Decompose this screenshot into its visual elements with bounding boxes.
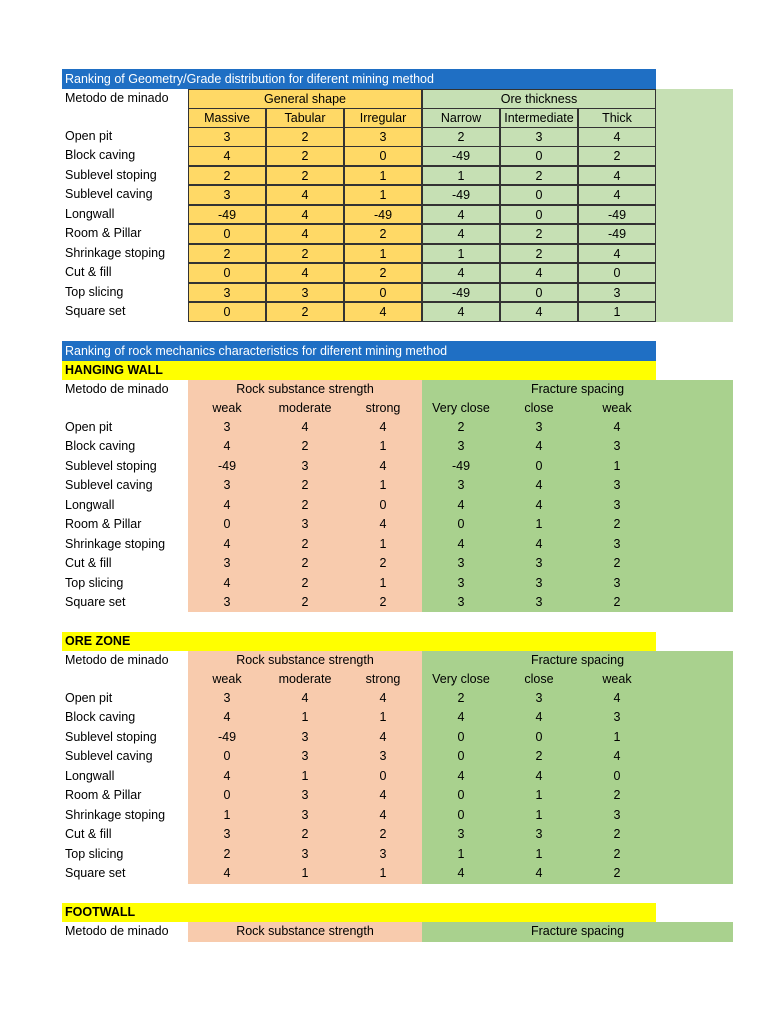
fw-header-row-1: [0, 922, 768, 942]
hw-header-row-2: [0, 399, 768, 419]
method-name: Square set: [65, 304, 126, 319]
value-cell: 4: [379, 458, 387, 473]
method-name: Top slicing: [65, 575, 124, 590]
method-name: Longwall: [65, 768, 115, 783]
col-tabular: Tabular: [266, 108, 344, 128]
table-row: [0, 146, 768, 166]
col-moderate: moderate: [278, 401, 332, 415]
method-header: Metodo de minado: [65, 382, 169, 396]
value-cell: 2: [266, 146, 344, 166]
general-shape-header: General shape: [188, 89, 422, 109]
value-cell: 4: [379, 517, 387, 532]
value-cell: 4: [301, 691, 309, 705]
value-cell: 4: [188, 146, 266, 166]
table-row: [0, 437, 768, 457]
value-cell: 4: [266, 224, 344, 244]
value-cell: 3: [457, 478, 465, 493]
value-cell: 4: [613, 691, 621, 705]
value-cell: 0: [379, 768, 387, 783]
value-cell: 2: [301, 575, 309, 590]
value-cell: 0: [535, 729, 543, 744]
value-cell: 2: [344, 224, 422, 244]
method-name: Longwall: [65, 497, 115, 512]
value-cell: -49: [217, 729, 237, 744]
value-cell: 1: [422, 244, 500, 264]
value-cell: 3: [535, 420, 543, 434]
value-cell: 2: [266, 302, 344, 322]
hw-header-row-1: [0, 380, 768, 400]
value-cell: 1: [344, 166, 422, 186]
value-cell: 2: [344, 263, 422, 283]
method-name: Top slicing: [65, 284, 124, 299]
value-cell: 3: [457, 595, 465, 610]
table-row: [0, 767, 768, 787]
value-cell: 3: [188, 283, 266, 303]
value-cell: 0: [457, 729, 465, 744]
value-cell: 4: [457, 768, 465, 783]
value-cell: 1: [379, 478, 387, 493]
value-cell: 4: [578, 127, 656, 147]
value-cell: 1: [301, 710, 309, 725]
value-cell: 4: [457, 497, 465, 512]
value-cell: 0: [457, 749, 465, 764]
method-name: Longwall: [65, 206, 115, 221]
value-cell: -49: [344, 205, 422, 225]
fracture-header: Fracture spacing: [530, 653, 625, 667]
value-cell: 3: [223, 420, 231, 434]
value-cell: 4: [578, 244, 656, 264]
table-row: [0, 205, 768, 225]
fracture-header: Fracture spacing: [530, 924, 625, 938]
value-cell: 4: [457, 866, 465, 881]
value-cell: -49: [217, 458, 237, 473]
value-cell: 4: [266, 185, 344, 205]
value-cell: 3: [613, 497, 621, 512]
footwall-label: FOOTWALL: [65, 905, 136, 919]
value-cell: 3: [535, 691, 543, 705]
table-row: [0, 418, 768, 438]
value-cell: 1: [578, 302, 656, 322]
value-cell: 3: [613, 807, 621, 822]
value-cell: 4: [223, 536, 231, 551]
value-cell: 2: [301, 439, 309, 454]
value-cell: 3: [301, 807, 309, 822]
value-cell: 1: [301, 866, 309, 881]
value-cell: 4: [223, 439, 231, 454]
value-cell: 4: [535, 497, 543, 512]
value-cell: 2: [266, 244, 344, 264]
ore-zone-label: ORE ZONE: [65, 634, 131, 648]
col-fracture-weak: weak: [602, 401, 632, 415]
value-cell: 2: [188, 244, 266, 264]
table-row: [0, 708, 768, 728]
value-cell: 3: [301, 846, 309, 861]
method-name: Sublevel stoping: [65, 458, 157, 473]
value-cell: 1: [457, 846, 465, 861]
value-cell: 2: [500, 166, 578, 186]
value-cell: 0: [188, 263, 266, 283]
method-name: Cut & fill: [65, 556, 112, 571]
table-row: [0, 864, 768, 884]
value-cell: 1: [379, 536, 387, 551]
value-cell: 2: [266, 166, 344, 186]
value-cell: 1: [379, 866, 387, 881]
table-row: [0, 185, 768, 205]
value-cell: 4: [422, 224, 500, 244]
method-name: Cut & fill: [65, 265, 112, 280]
table-row: [0, 535, 768, 555]
value-cell: 2: [613, 866, 621, 881]
table-row: [0, 728, 768, 748]
value-cell: 3: [223, 827, 231, 842]
value-cell: 2: [613, 788, 621, 803]
value-cell: 4: [578, 166, 656, 186]
value-cell: 2: [301, 536, 309, 551]
value-cell: 2: [188, 166, 266, 186]
method-header: Metodo de minado: [65, 653, 169, 667]
value-cell: 1: [379, 710, 387, 725]
value-cell: 4: [223, 497, 231, 512]
value-cell: 3: [613, 710, 621, 725]
value-cell: 4: [266, 205, 344, 225]
value-cell: 1: [422, 166, 500, 186]
value-cell: 2: [535, 749, 543, 764]
method-name: Open pit: [65, 420, 113, 434]
geometry-header-row-1: [0, 89, 768, 109]
value-cell: 2: [301, 556, 309, 571]
value-cell: 1: [613, 458, 621, 473]
value-cell: 1: [535, 846, 543, 861]
table-row: [0, 476, 768, 496]
method-name: Sublevel caving: [65, 187, 153, 202]
table-row: [0, 747, 768, 767]
value-cell: 2: [500, 224, 578, 244]
col-fracture-weak: weak: [602, 672, 632, 686]
value-cell: 1: [344, 185, 422, 205]
geometry-title-bar: [62, 69, 656, 89]
value-cell: 3: [379, 749, 387, 764]
col-close: close: [524, 401, 554, 415]
footwall-bar: [62, 903, 656, 922]
value-cell: 3: [301, 458, 309, 473]
col-irregular: Irregular: [344, 108, 422, 128]
value-cell: 4: [422, 302, 500, 322]
value-cell: 2: [613, 846, 621, 861]
value-cell: 2: [500, 244, 578, 264]
col-moderate: moderate: [278, 672, 332, 686]
table-row: [0, 786, 768, 806]
value-cell: 0: [223, 788, 231, 803]
value-cell: 2: [301, 827, 309, 842]
value-cell: 3: [223, 478, 231, 493]
value-cell: 4: [266, 263, 344, 283]
value-cell: 3: [613, 575, 621, 590]
value-cell: 4: [301, 420, 309, 434]
value-cell: 2: [613, 517, 621, 532]
value-cell: 2: [301, 478, 309, 493]
table-row: [0, 806, 768, 826]
table-row: [0, 457, 768, 477]
value-cell: 3: [344, 127, 422, 147]
value-cell: 0: [223, 749, 231, 764]
method-name: Sublevel caving: [65, 749, 153, 764]
value-cell: 3: [457, 439, 465, 454]
value-cell: 1: [301, 768, 309, 783]
geometry-header-row-2: [0, 108, 768, 128]
value-cell: 0: [500, 205, 578, 225]
col-very-close: Very close: [432, 401, 490, 415]
method-name: Cut & fill: [65, 827, 112, 842]
method-name: Open pit: [65, 129, 113, 143]
value-cell: 4: [535, 439, 543, 454]
value-cell: 3: [535, 827, 543, 842]
value-cell: 3: [535, 556, 543, 571]
value-cell: 1: [535, 788, 543, 803]
col-strong: strong: [365, 401, 401, 415]
table-row: [0, 263, 768, 283]
table-row: [0, 127, 768, 147]
value-cell: 3: [188, 127, 266, 147]
value-cell: 0: [535, 458, 543, 473]
method-name: Room & Pillar: [65, 517, 142, 532]
value-cell: -49: [422, 185, 500, 205]
value-cell: 4: [613, 749, 621, 764]
value-cell: 4: [500, 263, 578, 283]
value-cell: 3: [301, 517, 309, 532]
value-cell: 1: [344, 244, 422, 264]
col-thick: Thick: [578, 108, 656, 128]
value-cell: 4: [223, 866, 231, 881]
value-cell: -49: [422, 146, 500, 166]
method-header: Metodo de minado: [65, 91, 169, 105]
fracture-header: Fracture spacing: [530, 382, 625, 396]
value-cell: 1: [379, 439, 387, 454]
value-cell: 4: [457, 536, 465, 551]
value-cell: 1: [223, 807, 231, 822]
value-cell: 1: [379, 575, 387, 590]
method-name: Square set: [65, 866, 126, 881]
value-cell: 0: [457, 517, 465, 532]
value-cell: 4: [535, 478, 543, 493]
value-cell: 4: [223, 768, 231, 783]
value-cell: 2: [301, 595, 309, 610]
method-name: Room & Pillar: [65, 788, 142, 803]
value-cell: 2: [379, 556, 387, 571]
value-cell: 4: [535, 866, 543, 881]
rock-title-bar: [62, 341, 656, 361]
method-name: Block caving: [65, 710, 136, 725]
value-cell: 3: [457, 575, 465, 590]
value-cell: -49: [578, 224, 656, 244]
col-very-close: Very close: [432, 672, 490, 686]
value-cell: 3: [535, 575, 543, 590]
rock-title: Ranking of rock mechanics characteristics for diferent mining method: [65, 344, 448, 358]
oz-header-row-2: [0, 670, 768, 690]
value-cell: 3: [379, 846, 387, 861]
value-cell: 4: [457, 710, 465, 725]
oz-header-row-1: [0, 651, 768, 671]
hanging-wall-label: HANGING WALL: [65, 363, 163, 377]
strength-header: Rock substance strength: [236, 924, 374, 938]
value-cell: 0: [457, 807, 465, 822]
value-cell: 3: [457, 827, 465, 842]
value-cell: 3: [266, 283, 344, 303]
value-cell: 4: [344, 302, 422, 322]
method-name: Block caving: [65, 148, 136, 163]
value-cell: 0: [578, 263, 656, 283]
value-cell: 3: [223, 691, 231, 705]
value-cell: 4: [613, 420, 621, 434]
method-name: Square set: [65, 595, 126, 610]
col-strong: strong: [365, 672, 401, 686]
value-cell: 4: [422, 263, 500, 283]
geometry-title: Ranking of Geometry/Grade distribution for diferent mining method: [65, 72, 434, 86]
table-row: [0, 689, 768, 709]
value-cell: 4: [223, 710, 231, 725]
table-row: [0, 302, 768, 322]
value-cell: 0: [500, 283, 578, 303]
method-name: Open pit: [65, 691, 113, 705]
method-header: Metodo de minado: [65, 924, 169, 938]
value-cell: 3: [457, 556, 465, 571]
value-cell: 3: [223, 556, 231, 571]
value-cell: -49: [578, 205, 656, 225]
value-cell: 3: [578, 283, 656, 303]
table-row: [0, 166, 768, 186]
method-name: Sublevel stoping: [65, 167, 157, 182]
value-cell: 4: [500, 302, 578, 322]
col-weak: weak: [212, 401, 242, 415]
value-cell: 1: [613, 729, 621, 744]
table-row: [0, 244, 768, 264]
table-row: [0, 496, 768, 516]
col-narrow: Narrow: [422, 108, 500, 128]
value-cell: 3: [500, 127, 578, 147]
value-cell: 2: [457, 420, 465, 434]
value-cell: 4: [578, 185, 656, 205]
value-cell: 4: [379, 691, 387, 705]
value-cell: -49: [451, 458, 471, 473]
col-massive: Massive: [188, 108, 266, 128]
value-cell: -49: [422, 283, 500, 303]
table-row: [0, 825, 768, 845]
value-cell: 4: [535, 536, 543, 551]
value-cell: 2: [379, 595, 387, 610]
method-name: Top slicing: [65, 846, 124, 861]
value-cell: 0: [344, 146, 422, 166]
value-cell: 2: [301, 497, 309, 512]
value-cell: 0: [500, 146, 578, 166]
value-cell: 3: [613, 536, 621, 551]
value-cell: 2: [266, 127, 344, 147]
ore-thickness-header: Ore thickness: [422, 89, 656, 109]
col-intermediate: Intermediate: [500, 108, 578, 128]
value-cell: 3: [613, 478, 621, 493]
method-name: Sublevel caving: [65, 478, 153, 493]
col-weak: weak: [212, 672, 242, 686]
value-cell: 0: [188, 302, 266, 322]
table-row: [0, 574, 768, 594]
ore-zone-bar: [62, 632, 656, 651]
table-row: [0, 845, 768, 865]
value-cell: 3: [223, 595, 231, 610]
value-cell: 2: [578, 146, 656, 166]
value-cell: 2: [379, 827, 387, 842]
method-name: Shrinkage stoping: [65, 245, 166, 260]
value-cell: 1: [535, 807, 543, 822]
method-name: Sublevel stoping: [65, 729, 157, 744]
value-cell: 3: [188, 185, 266, 205]
value-cell: 3: [613, 439, 621, 454]
value-cell: 0: [613, 768, 621, 783]
value-cell: 0: [500, 185, 578, 205]
value-cell: 4: [379, 807, 387, 822]
table-row: [0, 554, 768, 574]
hanging-wall-bar: [62, 361, 656, 380]
value-cell: 0: [457, 788, 465, 803]
strength-header: Rock substance strength: [236, 653, 374, 667]
value-cell: 4: [422, 205, 500, 225]
table-row: [0, 283, 768, 303]
value-cell: 2: [613, 827, 621, 842]
value-cell: 4: [379, 729, 387, 744]
value-cell: 4: [535, 768, 543, 783]
method-name: Room & Pillar: [65, 226, 142, 241]
value-cell: 1: [535, 517, 543, 532]
method-name: Block caving: [65, 439, 136, 454]
value-cell: 2: [223, 846, 231, 861]
value-cell: 2: [613, 595, 621, 610]
method-name: Shrinkage stoping: [65, 536, 166, 551]
col-close: close: [524, 672, 554, 686]
value-cell: 4: [223, 575, 231, 590]
value-cell: 4: [535, 710, 543, 725]
value-cell: 2: [613, 556, 621, 571]
value-cell: 3: [301, 729, 309, 744]
strength-header: Rock substance strength: [236, 382, 374, 396]
table-row: [0, 515, 768, 535]
value-cell: 0: [188, 224, 266, 244]
value-cell: 3: [301, 788, 309, 803]
value-cell: 4: [379, 420, 387, 434]
value-cell: 2: [422, 127, 500, 147]
value-cell: 0: [344, 283, 422, 303]
value-cell: 3: [535, 595, 543, 610]
value-cell: 0: [379, 497, 387, 512]
value-cell: 3: [301, 749, 309, 764]
value-cell: 4: [379, 788, 387, 803]
value-cell: -49: [188, 205, 266, 225]
value-cell: 0: [223, 517, 231, 532]
table-row: [0, 593, 768, 613]
method-name: Shrinkage stoping: [65, 807, 166, 822]
table-row: [0, 224, 768, 244]
value-cell: 2: [457, 691, 465, 705]
